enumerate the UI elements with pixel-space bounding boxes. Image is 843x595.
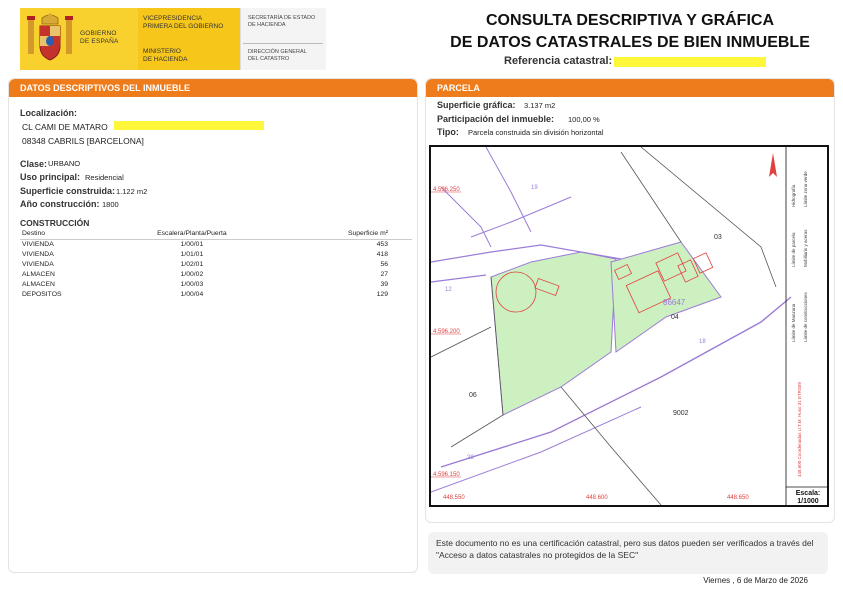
cell-destino: VIVIENDA <box>22 240 54 248</box>
cell-escalera: 1/02/01 <box>180 260 204 268</box>
parcel-label-86647: 86647 <box>663 298 686 307</box>
coord-y1: 4.596.250 <box>433 187 460 193</box>
parcel-line <box>486 147 531 232</box>
parcel-fill <box>491 252 616 415</box>
disclaimer-notice: Este documento no es una certificación catastral, pero sus datos pueden ser verificados a través del "Acceso a datos catastrales no protegidos de la SEC" <box>428 532 828 574</box>
col-superficie: Superficie m² <box>271 229 412 239</box>
cell-escalera: 1/00/02 <box>180 270 204 278</box>
parcel-line <box>561 387 661 505</box>
clase-value: URBANO <box>48 159 81 168</box>
coord-x1: 448.550 <box>443 495 465 501</box>
address-line-2: 08348 CABRILS [BARCELONA] <box>22 136 144 146</box>
vicepresidencia-text: VICEPRESIDENCIA PRIMERA DEL GOBIERNO <box>143 15 224 30</box>
gobierno-espana-text: GOBIERNO DE ESPAÑA <box>80 30 119 45</box>
escala-box <box>790 490 826 506</box>
cadastral-map-drawing <box>431 147 827 505</box>
referencia-catastral-redacted <box>614 57 766 67</box>
address-redacted <box>114 121 264 130</box>
legend-hidrografia: Hidrografía <box>791 184 796 207</box>
document-date: Viernes , 6 de Marzo de 2026 <box>703 576 808 585</box>
street-label-18: 18 <box>699 339 706 345</box>
datos-descriptivos-panel <box>8 78 418 573</box>
col-destino: Destino <box>20 229 113 239</box>
anio-construccion-label: Año construcción: <box>20 199 100 209</box>
construccion-title: CONSTRUCCIÓN <box>20 218 90 228</box>
direccion-general-text: DIRECCIÓN GENERAL DEL CATASTRO <box>248 49 307 62</box>
cell-destino: DEPOSITOS <box>22 290 62 298</box>
participacion-label: Participación del inmueble: <box>437 114 555 124</box>
street-label-12: 12 <box>445 287 452 293</box>
coord-y3: 4.596.150 <box>433 472 460 478</box>
construccion-table <box>20 229 412 299</box>
datos-descriptivos-header: DATOS DESCRIPTIVOS DEL INMUEBLE <box>9 79 417 97</box>
escala-label: Escala: <box>795 490 821 497</box>
cell-superficie: 56 <box>380 260 388 268</box>
table-row <box>20 289 412 299</box>
cell-superficie: 453 <box>376 240 388 248</box>
superficie-grafica-label: Superficie gráfica: <box>437 100 516 110</box>
cell-superficie: 39 <box>380 280 388 288</box>
tipo-label: Tipo: <box>437 127 459 137</box>
page-title: CONSULTA DESCRIPTIVA Y GRÁFICA DE DATOS CATASTRALES DE BIEN INMUEBLE <box>450 12 810 51</box>
cell-destino: ALMACEN <box>22 280 55 288</box>
cadastral-map[interactable] <box>429 145 829 507</box>
referencia-catastral-label: Referencia catastral: <box>504 55 613 67</box>
cell-destino: VIVIENDA <box>22 250 54 258</box>
parcel-line <box>471 197 571 237</box>
north-arrow-icon <box>769 153 777 177</box>
street-label-28: 28 <box>467 455 474 461</box>
legend-zona-verde: Límite zona verde <box>803 171 808 207</box>
table-row <box>20 269 412 279</box>
table-row <box>20 249 412 259</box>
coat-of-arms-icon <box>26 12 74 66</box>
cell-destino: VIVIENDA <box>22 260 54 268</box>
parcel-label-9002: 9002 <box>673 410 689 417</box>
superficie-grafica-value: 3.137 m2 <box>524 101 556 110</box>
uso-principal-label: Uso principal: <box>20 172 81 182</box>
cell-destino: ALMACEN <box>22 270 55 278</box>
localizacion-label: Localización: <box>20 108 78 118</box>
parcel-label-04: 04 <box>671 314 679 321</box>
uso-principal-value: Residencial <box>85 173 124 182</box>
cell-escalera: 1/00/04 <box>180 290 204 298</box>
parcela-header: PARCELA <box>426 79 834 97</box>
cell-escalera: 1/00/03 <box>180 280 204 288</box>
superficie-construida-value: 1.122 m2 <box>116 187 148 196</box>
coord-y2: 4.596.200 <box>433 329 460 335</box>
legend-utm: 448.600 Coordenadas U.T.M. Huso 31 ETRS89 <box>797 381 802 477</box>
cell-superficie: 129 <box>376 290 388 298</box>
parcel-label-03: 03 <box>714 234 722 241</box>
col-escalera: Escalera/Planta/Puerta <box>113 229 270 239</box>
secretaria-text: SECRETARÍA DE ESTADO DE HACIENDA <box>248 15 316 28</box>
cell-superficie: 418 <box>376 250 388 258</box>
legend-limite-construcciones: Límite de construcciones <box>803 292 808 342</box>
clase-label: Clase: <box>20 159 48 169</box>
ministerio-text: MINISTERIO DE HACIENDA <box>143 48 188 63</box>
coord-x2: 448.600 <box>586 495 608 501</box>
cell-escalera: 1/01/01 <box>180 250 204 258</box>
parcel-line <box>621 152 681 242</box>
tipo-value: Parcela construida sin división horizontal <box>468 128 604 137</box>
anio-construccion-value: 1800 <box>102 200 119 209</box>
coord-x3: 448.650 <box>727 495 749 501</box>
address-line-1: CL CAMI DE MATARO <box>22 122 108 132</box>
table-row <box>20 279 412 289</box>
participacion-value: 100,00 % <box>568 115 600 124</box>
legend-limite-parcela: Límite de parcela <box>791 232 796 267</box>
escala-value: 1/1000 <box>797 498 819 505</box>
parcel-line <box>441 187 491 247</box>
parcel-line <box>431 275 486 282</box>
header-divider <box>243 43 323 44</box>
table-header-row <box>20 229 412 239</box>
cell-escalera: 1/00/01 <box>180 240 204 248</box>
superficie-construida-label: Superficie construida: <box>20 186 116 196</box>
street-label-19: 19 <box>531 185 538 191</box>
parcel-line <box>431 407 641 492</box>
legend-limite-manzana: Límite de Manzana <box>791 303 796 342</box>
cell-superficie: 27 <box>380 270 388 278</box>
legend-mobiliario: Mobiliario y aceras <box>803 229 808 267</box>
parcel-label-06: 06 <box>469 392 477 399</box>
table-row <box>20 259 412 269</box>
table-row <box>20 239 412 249</box>
